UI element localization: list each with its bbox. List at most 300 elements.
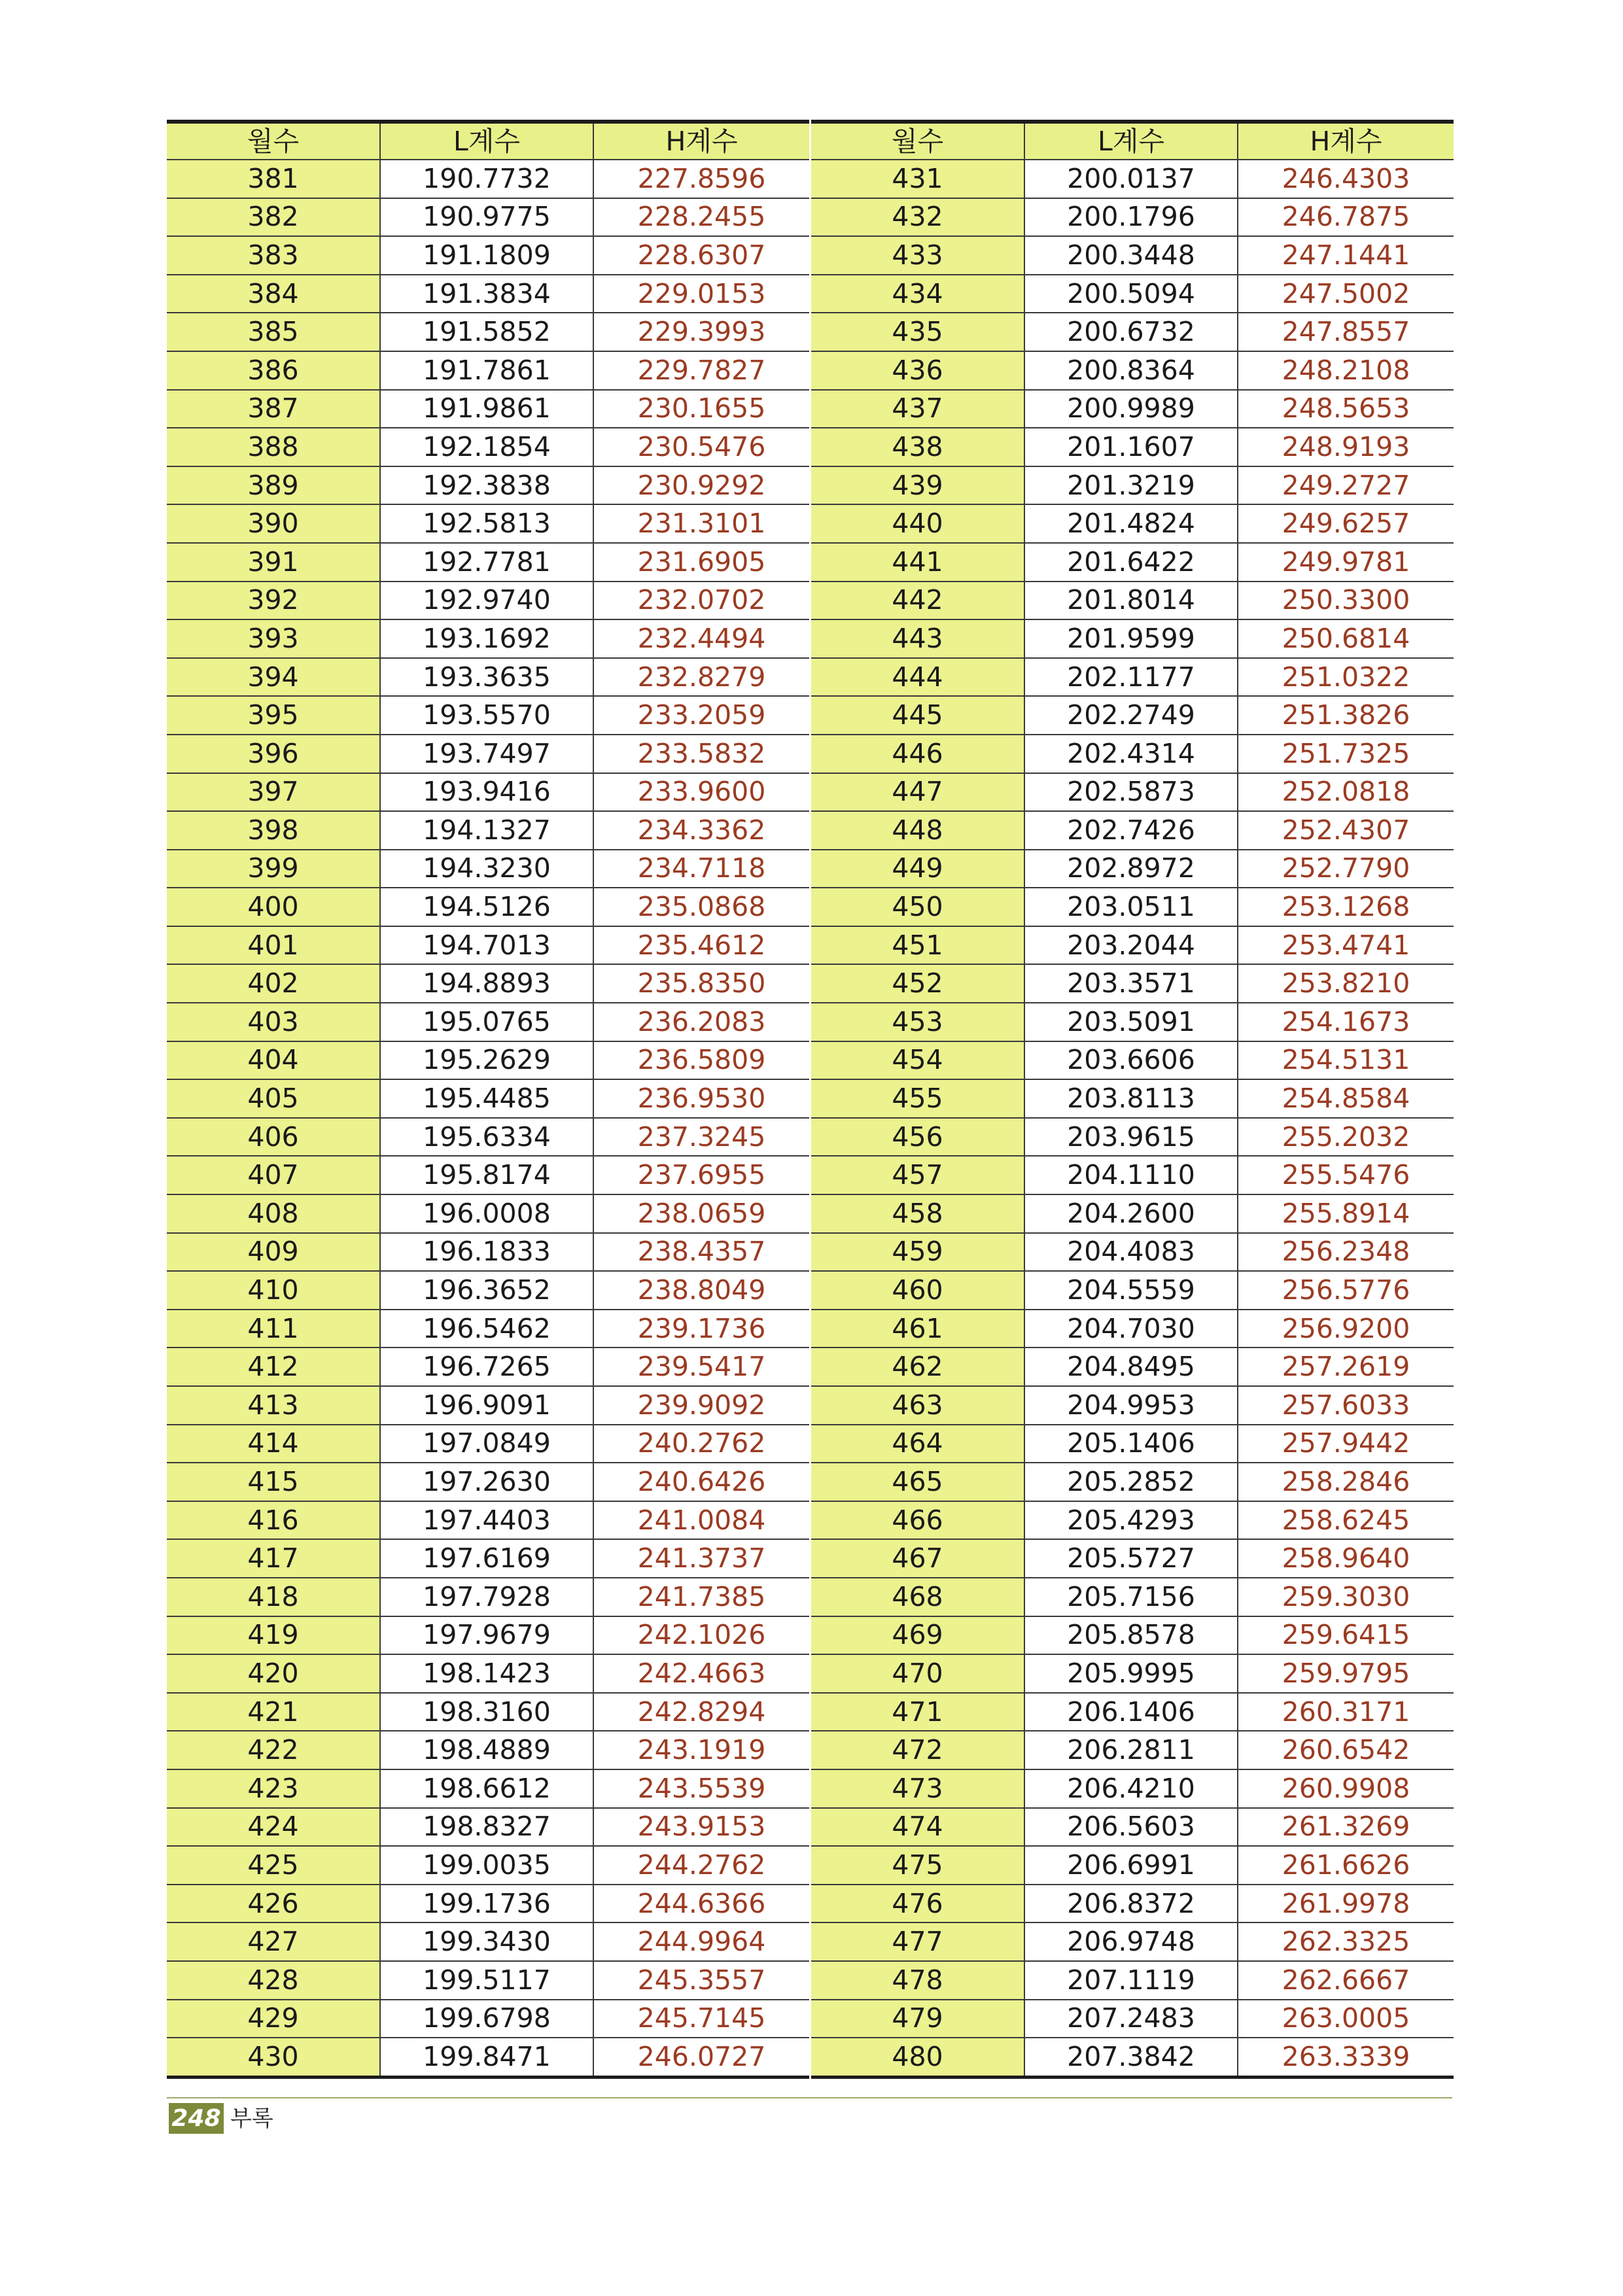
l-coefficient-cell: 200.5094 — [1024, 275, 1238, 313]
h-coefficient-cell: 251.7325 — [1238, 735, 1454, 773]
month-cell: 455 — [811, 1079, 1024, 1118]
month-cell: 462 — [811, 1348, 1024, 1386]
month-cell: 401 — [167, 926, 380, 965]
l-coefficient-cell: 192.3838 — [380, 466, 593, 505]
month-cell: 433 — [811, 236, 1024, 275]
coefficient-table-right — [811, 120, 1454, 2079]
month-cell: 476 — [811, 1885, 1024, 1923]
l-coefficient-cell: 200.3448 — [1024, 236, 1238, 275]
l-coefficient-cell: 193.9416 — [380, 773, 593, 812]
table-row — [167, 1731, 809, 1769]
table-row — [811, 1539, 1454, 1578]
month-cell: 404 — [167, 1041, 380, 1080]
table-row — [167, 198, 809, 237]
month-cell: 441 — [811, 543, 1024, 582]
l-coefficient-cell: 190.7732 — [380, 160, 593, 198]
l-coefficient-cell: 196.0008 — [380, 1194, 593, 1233]
month-cell: 409 — [167, 1233, 380, 1272]
table-row — [811, 1846, 1454, 1885]
month-cell: 384 — [167, 275, 380, 313]
month-cell: 477 — [811, 1922, 1024, 1961]
l-coefficient-cell: 194.7013 — [380, 926, 593, 965]
h-coefficient-cell: 254.1673 — [1238, 1003, 1454, 1041]
h-coefficient-cell: 234.3362 — [593, 811, 809, 850]
h-coefficient-cell: 260.3171 — [1238, 1693, 1454, 1731]
l-coefficient-cell: 195.2629 — [380, 1041, 593, 1080]
table-row — [167, 1501, 809, 1540]
l-coefficient-cell: 203.5091 — [1024, 1003, 1238, 1041]
table-row — [811, 1578, 1454, 1616]
l-coefficient-cell: 204.4083 — [1024, 1233, 1238, 1272]
table-row — [811, 582, 1454, 620]
table-row — [167, 1118, 809, 1157]
table-row — [167, 1846, 809, 1885]
table-row — [811, 1769, 1454, 1808]
month-cell: 456 — [811, 1118, 1024, 1157]
h-coefficient-cell: 259.9795 — [1238, 1654, 1454, 1693]
l-coefficient-cell: 207.2483 — [1024, 2000, 1238, 2038]
h-coefficient-cell: 258.6245 — [1238, 1501, 1454, 1540]
table-row — [167, 275, 809, 313]
table-row — [811, 2000, 1454, 2038]
table-row — [811, 888, 1454, 926]
l-coefficient-cell: 198.8327 — [380, 1808, 593, 1847]
table-row — [167, 1616, 809, 1655]
h-coefficient-cell: 256.2348 — [1238, 1233, 1454, 1272]
table-row — [167, 1463, 809, 1501]
table-row — [167, 1578, 809, 1616]
table-row — [811, 1003, 1454, 1041]
month-cell: 437 — [811, 390, 1024, 428]
month-cell: 390 — [167, 504, 380, 543]
month-cell: 393 — [167, 619, 380, 658]
l-coefficient-cell: 196.9091 — [380, 1386, 593, 1425]
l-coefficient-cell: 205.4293 — [1024, 1501, 1238, 1540]
l-coefficient-cell: 201.6422 — [1024, 543, 1238, 582]
l-coefficient-cell: 194.3230 — [380, 850, 593, 888]
h-coefficient-cell: 262.3325 — [1238, 1922, 1454, 1961]
month-cell: 448 — [811, 811, 1024, 850]
h-coefficient-cell: 247.5002 — [1238, 275, 1454, 313]
month-cell: 413 — [167, 1386, 380, 1425]
table-row — [811, 198, 1454, 237]
l-coefficient-cell: 206.9748 — [1024, 1922, 1238, 1961]
table-row — [167, 1885, 809, 1923]
month-cell: 434 — [811, 275, 1024, 313]
month-cell: 416 — [167, 1501, 380, 1540]
month-cell: 432 — [811, 198, 1024, 237]
h-coefficient-cell: 236.9530 — [593, 1079, 809, 1118]
l-coefficient-cell: 203.8113 — [1024, 1079, 1238, 1118]
header-l-coefficient: L계수 — [380, 122, 593, 160]
month-cell: 411 — [167, 1310, 380, 1348]
table-row — [167, 619, 809, 658]
h-coefficient-cell: 241.7385 — [593, 1578, 809, 1616]
h-coefficient-cell: 239.5417 — [593, 1348, 809, 1386]
month-cell: 394 — [167, 658, 380, 697]
h-coefficient-cell: 231.6905 — [593, 543, 809, 582]
h-coefficient-cell: 260.6542 — [1238, 1731, 1454, 1769]
table-row — [167, 543, 809, 582]
h-coefficient-cell: 257.2619 — [1238, 1348, 1454, 1386]
table-row — [811, 2038, 1454, 2077]
h-coefficient-cell: 229.7827 — [593, 351, 809, 390]
h-coefficient-cell: 237.6955 — [593, 1156, 809, 1194]
h-coefficient-cell: 252.4307 — [1238, 811, 1454, 850]
l-coefficient-cell: 206.5603 — [1024, 1808, 1238, 1847]
table-row — [167, 1079, 809, 1118]
l-coefficient-cell: 193.5570 — [380, 696, 593, 735]
h-coefficient-cell: 251.3826 — [1238, 696, 1454, 735]
month-cell: 419 — [167, 1616, 380, 1655]
month-cell: 467 — [811, 1539, 1024, 1578]
h-coefficient-cell: 228.6307 — [593, 236, 809, 275]
month-cell: 479 — [811, 2000, 1024, 2038]
h-coefficient-cell: 235.8350 — [593, 964, 809, 1003]
month-cell: 478 — [811, 1961, 1024, 2000]
table-row — [167, 236, 809, 275]
table-row — [167, 888, 809, 926]
header-h-coefficient: H계수 — [593, 122, 809, 160]
h-coefficient-cell: 236.5809 — [593, 1041, 809, 1080]
l-coefficient-cell: 195.6334 — [380, 1118, 593, 1157]
h-coefficient-cell: 255.5476 — [1238, 1156, 1454, 1194]
table-row — [167, 160, 809, 198]
l-coefficient-cell: 199.0035 — [380, 1846, 593, 1885]
table-row — [167, 466, 809, 505]
table-row — [167, 313, 809, 351]
month-cell: 382 — [167, 198, 380, 237]
h-coefficient-cell: 248.9193 — [1238, 428, 1454, 466]
month-cell: 447 — [811, 773, 1024, 812]
h-coefficient-cell: 233.2059 — [593, 696, 809, 735]
table-row — [167, 1539, 809, 1578]
table-row — [811, 1808, 1454, 1847]
table-row — [811, 1501, 1454, 1540]
month-cell: 396 — [167, 735, 380, 773]
l-coefficient-cell: 202.7426 — [1024, 811, 1238, 850]
section-label: 부록 — [230, 2106, 273, 2132]
l-coefficient-cell: 193.7497 — [380, 735, 593, 773]
month-cell: 381 — [167, 160, 380, 198]
month-cell: 402 — [167, 964, 380, 1003]
h-coefficient-cell: 240.2762 — [593, 1425, 809, 1463]
h-coefficient-cell: 246.0727 — [593, 2038, 809, 2077]
l-coefficient-cell: 204.2600 — [1024, 1194, 1238, 1233]
h-coefficient-cell: 261.6626 — [1238, 1846, 1454, 1885]
l-coefficient-cell: 195.0765 — [380, 1003, 593, 1041]
month-cell: 405 — [167, 1079, 380, 1118]
l-coefficient-cell: 205.7156 — [1024, 1578, 1238, 1616]
l-coefficient-cell: 196.3652 — [380, 1271, 593, 1310]
l-coefficient-cell: 206.4210 — [1024, 1769, 1238, 1808]
h-coefficient-cell: 252.7790 — [1238, 850, 1454, 888]
month-cell: 385 — [167, 313, 380, 351]
h-coefficient-cell: 248.2108 — [1238, 351, 1454, 390]
l-coefficient-cell: 191.9861 — [380, 390, 593, 428]
table-row — [811, 619, 1454, 658]
table-row — [167, 1271, 809, 1310]
l-coefficient-cell: 202.5873 — [1024, 773, 1238, 812]
l-coefficient-cell: 192.7781 — [380, 543, 593, 582]
month-cell: 389 — [167, 466, 380, 505]
table-row — [811, 1194, 1454, 1233]
month-cell: 470 — [811, 1654, 1024, 1693]
h-coefficient-cell: 246.7875 — [1238, 198, 1454, 237]
h-coefficient-cell: 257.6033 — [1238, 1386, 1454, 1425]
l-coefficient-cell: 197.2630 — [380, 1463, 593, 1501]
month-cell: 430 — [167, 2038, 380, 2077]
l-coefficient-cell: 203.0511 — [1024, 888, 1238, 926]
h-coefficient-cell: 235.4612 — [593, 926, 809, 965]
month-cell: 459 — [811, 1233, 1024, 1272]
l-coefficient-cell: 205.1406 — [1024, 1425, 1238, 1463]
l-coefficient-cell: 191.3834 — [380, 275, 593, 313]
l-coefficient-cell: 197.4403 — [380, 1501, 593, 1540]
table-row — [167, 428, 809, 466]
l-coefficient-cell: 203.6606 — [1024, 1041, 1238, 1080]
table-row — [167, 1386, 809, 1425]
l-coefficient-cell: 205.8578 — [1024, 1616, 1238, 1655]
h-coefficient-cell: 254.8584 — [1238, 1079, 1454, 1118]
h-coefficient-cell: 249.2727 — [1238, 466, 1454, 505]
table-row — [811, 1386, 1454, 1425]
table-row — [811, 390, 1454, 428]
h-coefficient-cell: 239.1736 — [593, 1310, 809, 1348]
l-coefficient-cell: 199.6798 — [380, 2000, 593, 2038]
l-coefficient-cell: 202.2749 — [1024, 696, 1238, 735]
h-coefficient-cell: 256.9200 — [1238, 1310, 1454, 1348]
table-row — [811, 1885, 1454, 1923]
header-month: 월수 — [167, 122, 380, 160]
h-coefficient-cell: 232.0702 — [593, 582, 809, 620]
l-coefficient-cell: 197.7928 — [380, 1578, 593, 1616]
h-coefficient-cell: 232.8279 — [593, 658, 809, 697]
l-coefficient-cell: 206.6991 — [1024, 1846, 1238, 1885]
h-coefficient-cell: 232.4494 — [593, 619, 809, 658]
month-cell: 443 — [811, 619, 1024, 658]
l-coefficient-cell: 200.8364 — [1024, 351, 1238, 390]
l-coefficient-cell: 205.9995 — [1024, 1654, 1238, 1693]
table-row — [811, 1079, 1454, 1118]
table-row — [167, 658, 809, 697]
table-row — [167, 926, 809, 965]
h-coefficient-cell: 237.3245 — [593, 1118, 809, 1157]
month-cell: 391 — [167, 543, 380, 582]
month-cell: 446 — [811, 735, 1024, 773]
h-coefficient-cell: 254.5131 — [1238, 1041, 1454, 1080]
month-cell: 451 — [811, 926, 1024, 965]
month-cell: 454 — [811, 1041, 1024, 1080]
table-row — [811, 1118, 1454, 1157]
h-coefficient-cell: 235.0868 — [593, 888, 809, 926]
l-coefficient-cell: 191.1809 — [380, 236, 593, 275]
l-coefficient-cell: 197.0849 — [380, 1425, 593, 1463]
h-coefficient-cell: 256.5776 — [1238, 1271, 1454, 1310]
month-cell: 431 — [811, 160, 1024, 198]
h-coefficient-cell: 250.6814 — [1238, 619, 1454, 658]
l-coefficient-cell: 200.9989 — [1024, 390, 1238, 428]
h-coefficient-cell: 231.3101 — [593, 504, 809, 543]
month-cell: 403 — [167, 1003, 380, 1041]
table-row — [811, 1731, 1454, 1769]
l-coefficient-cell: 202.8972 — [1024, 850, 1238, 888]
l-coefficient-cell: 198.3160 — [380, 1693, 593, 1731]
table-row — [811, 543, 1454, 582]
month-cell: 388 — [167, 428, 380, 466]
month-cell: 395 — [167, 696, 380, 735]
table-row — [811, 236, 1454, 275]
h-coefficient-cell: 249.9781 — [1238, 543, 1454, 582]
l-coefficient-cell: 191.5852 — [380, 313, 593, 351]
table-row — [167, 504, 809, 543]
month-cell: 457 — [811, 1156, 1024, 1194]
h-coefficient-cell: 239.9092 — [593, 1386, 809, 1425]
month-cell: 438 — [811, 428, 1024, 466]
h-coefficient-cell: 233.5832 — [593, 735, 809, 773]
table-header-row — [167, 122, 809, 160]
month-cell: 460 — [811, 1271, 1024, 1310]
l-coefficient-cell: 199.3430 — [380, 1922, 593, 1961]
month-cell: 423 — [167, 1769, 380, 1808]
month-cell: 427 — [167, 1922, 380, 1961]
l-coefficient-cell: 200.0137 — [1024, 160, 1238, 198]
month-cell: 445 — [811, 696, 1024, 735]
h-coefficient-cell: 259.3030 — [1238, 1578, 1454, 1616]
l-coefficient-cell: 200.6732 — [1024, 313, 1238, 351]
l-coefficient-cell: 201.8014 — [1024, 582, 1238, 620]
h-coefficient-cell: 263.0005 — [1238, 2000, 1454, 2038]
month-cell: 400 — [167, 888, 380, 926]
h-coefficient-cell: 263.3339 — [1238, 2038, 1454, 2077]
month-cell: 474 — [811, 1808, 1024, 1847]
h-coefficient-cell: 250.3300 — [1238, 582, 1454, 620]
l-coefficient-cell: 192.5813 — [380, 504, 593, 543]
month-cell: 383 — [167, 236, 380, 275]
month-cell: 387 — [167, 390, 380, 428]
month-cell: 464 — [811, 1425, 1024, 1463]
h-coefficient-cell: 244.2762 — [593, 1846, 809, 1885]
l-coefficient-cell: 204.5559 — [1024, 1271, 1238, 1310]
table-row — [811, 1616, 1454, 1655]
l-coefficient-cell: 203.2044 — [1024, 926, 1238, 965]
table-row — [811, 926, 1454, 965]
h-coefficient-cell: 244.6366 — [593, 1885, 809, 1923]
month-cell: 480 — [811, 2038, 1024, 2077]
header-month: 월수 — [811, 122, 1024, 160]
month-cell: 426 — [167, 1885, 380, 1923]
table-body-right — [811, 160, 1454, 2077]
l-coefficient-cell: 204.9953 — [1024, 1386, 1238, 1425]
month-cell: 469 — [811, 1616, 1024, 1655]
month-cell: 386 — [167, 351, 380, 390]
table-row — [167, 696, 809, 735]
l-coefficient-cell: 203.9615 — [1024, 1118, 1238, 1157]
month-cell: 449 — [811, 850, 1024, 888]
h-coefficient-cell: 255.2032 — [1238, 1118, 1454, 1157]
table-row — [811, 696, 1454, 735]
table-row — [167, 1654, 809, 1693]
coefficient-table-left — [167, 120, 809, 2079]
l-coefficient-cell: 192.9740 — [380, 582, 593, 620]
month-cell: 408 — [167, 1194, 380, 1233]
h-coefficient-cell: 238.4357 — [593, 1233, 809, 1272]
l-coefficient-cell: 207.3842 — [1024, 2038, 1238, 2077]
month-cell: 397 — [167, 773, 380, 812]
table-row — [167, 1961, 809, 2000]
header-h-coefficient: H계수 — [1238, 122, 1454, 160]
h-coefficient-cell: 230.5476 — [593, 428, 809, 466]
l-coefficient-cell: 198.4889 — [380, 1731, 593, 1769]
month-cell: 420 — [167, 1654, 380, 1693]
h-coefficient-cell: 247.1441 — [1238, 236, 1454, 275]
h-coefficient-cell: 236.2083 — [593, 1003, 809, 1041]
l-coefficient-cell: 191.7861 — [380, 351, 593, 390]
header-l-coefficient: L계수 — [1024, 122, 1238, 160]
l-coefficient-cell: 198.6612 — [380, 1769, 593, 1808]
month-cell: 471 — [811, 1693, 1024, 1731]
month-cell: 399 — [167, 850, 380, 888]
l-coefficient-cell: 197.9679 — [380, 1616, 593, 1655]
h-coefficient-cell: 242.8294 — [593, 1693, 809, 1731]
h-coefficient-cell: 229.3993 — [593, 313, 809, 351]
month-cell: 417 — [167, 1539, 380, 1578]
h-coefficient-cell: 228.2455 — [593, 198, 809, 237]
h-coefficient-cell: 262.6667 — [1238, 1961, 1454, 2000]
l-coefficient-cell: 199.1736 — [380, 1885, 593, 1923]
month-cell: 468 — [811, 1578, 1024, 1616]
h-coefficient-cell: 253.4741 — [1238, 926, 1454, 965]
table-row — [167, 811, 809, 850]
month-cell: 472 — [811, 1731, 1024, 1769]
table-row — [167, 1693, 809, 1731]
table-row — [811, 1156, 1454, 1194]
l-coefficient-cell: 205.2852 — [1024, 1463, 1238, 1501]
month-cell: 410 — [167, 1271, 380, 1310]
month-cell: 407 — [167, 1156, 380, 1194]
h-coefficient-cell: 230.1655 — [593, 390, 809, 428]
month-cell: 392 — [167, 582, 380, 620]
l-coefficient-cell: 196.7265 — [380, 1348, 593, 1386]
month-cell: 436 — [811, 351, 1024, 390]
l-coefficient-cell: 197.6169 — [380, 1539, 593, 1578]
h-coefficient-cell: 241.0084 — [593, 1501, 809, 1540]
month-cell: 458 — [811, 1194, 1024, 1233]
table-row — [811, 504, 1454, 543]
table-row — [811, 1961, 1454, 2000]
h-coefficient-cell: 242.1026 — [593, 1616, 809, 1655]
table-row — [167, 390, 809, 428]
month-cell: 465 — [811, 1463, 1024, 1501]
table-row — [811, 1654, 1454, 1693]
table-row — [167, 1003, 809, 1041]
month-cell: 439 — [811, 466, 1024, 505]
h-coefficient-cell: 261.9978 — [1238, 1885, 1454, 1923]
table-row — [811, 1463, 1454, 1501]
h-coefficient-cell: 257.9442 — [1238, 1425, 1454, 1463]
h-coefficient-cell: 234.7118 — [593, 850, 809, 888]
h-coefficient-cell: 240.6426 — [593, 1463, 809, 1501]
table-row — [811, 1693, 1454, 1731]
l-coefficient-cell: 204.8495 — [1024, 1348, 1238, 1386]
l-coefficient-cell: 205.5727 — [1024, 1539, 1238, 1578]
table-row — [811, 1233, 1454, 1272]
month-cell: 463 — [811, 1386, 1024, 1425]
month-cell: 414 — [167, 1425, 380, 1463]
month-cell: 453 — [811, 1003, 1024, 1041]
table-row — [811, 1310, 1454, 1348]
l-coefficient-cell: 202.1177 — [1024, 658, 1238, 697]
